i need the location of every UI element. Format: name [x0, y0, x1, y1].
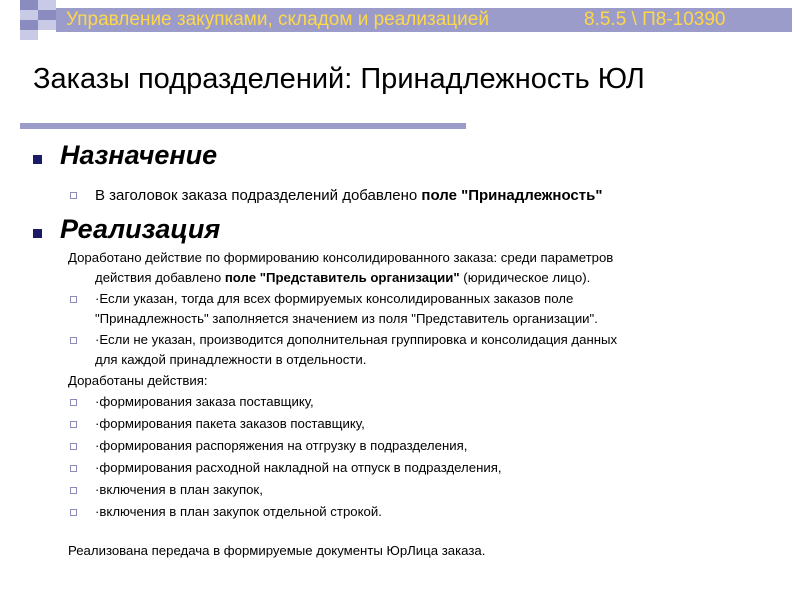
decor-square [20, 0, 38, 10]
list-bullet [70, 399, 77, 406]
decor-square [20, 10, 38, 20]
section-heading-purpose: Назначение [60, 140, 218, 170]
list-bullet [70, 487, 77, 494]
list-bullet [70, 421, 77, 428]
decor-square [20, 20, 38, 30]
list-item: ·Если указан, тогда для всех формируемых консолидированных заказов поле [95, 291, 574, 306]
header-code: 8.5.5 \ П8-10390 [584, 9, 726, 30]
section-heading-implementation: Реализация [60, 214, 221, 244]
list-item: ·включения в план закупок, [95, 482, 263, 497]
decor-square [38, 20, 56, 30]
list-bullet [70, 337, 77, 344]
header-title: Управление закупками, складом и реализацией [66, 9, 489, 30]
list-item: ·Если не указан, производится дополнительная группировка и консолидация данных [95, 332, 618, 347]
list-bullet [70, 465, 77, 472]
list-item-continuation: для каждой принадлежности в отдельности. [95, 352, 367, 367]
footer-note: Реализована передача в формируемые документы ЮрЛица заказа. [68, 543, 486, 558]
list-item: ·формирования расходной накладной на отпуск в подразделения, [95, 460, 502, 475]
list-bullet [70, 296, 77, 303]
list-item: ·формирования пакета заказов поставщику, [95, 416, 365, 431]
intro-line: действия добавлено поле "Представитель организации" (юридическое лицо). [95, 270, 591, 285]
list-item: В заголовок заказа подразделений добавлено поле "Принадлежность" [95, 187, 603, 204]
title-divider [20, 123, 466, 129]
page-title: Заказы подразделений: Принадлежность ЮЛ [33, 63, 645, 95]
list-item: ·формирования распоряжения на отгрузку в подразделения, [95, 438, 468, 453]
actions-label: Доработаны действия: [68, 373, 208, 388]
intro-line: Доработано действие по формированию консолидированного заказа: среди параметров [68, 250, 614, 265]
decor-square [20, 30, 38, 40]
list-bullet [70, 443, 77, 450]
section-bullet [33, 229, 42, 238]
list-bullet [70, 192, 77, 199]
decor-square [38, 0, 56, 10]
list-bullet [70, 509, 77, 516]
section-bullet [33, 155, 42, 164]
decor-square [38, 10, 56, 20]
list-item: ·включения в план закупок отдельной строкой. [95, 504, 382, 519]
list-item: ·формирования заказа поставщику, [95, 394, 314, 409]
list-item-continuation: "Принадлежность" заполняется значением из поля "Представитель организации". [95, 311, 598, 326]
